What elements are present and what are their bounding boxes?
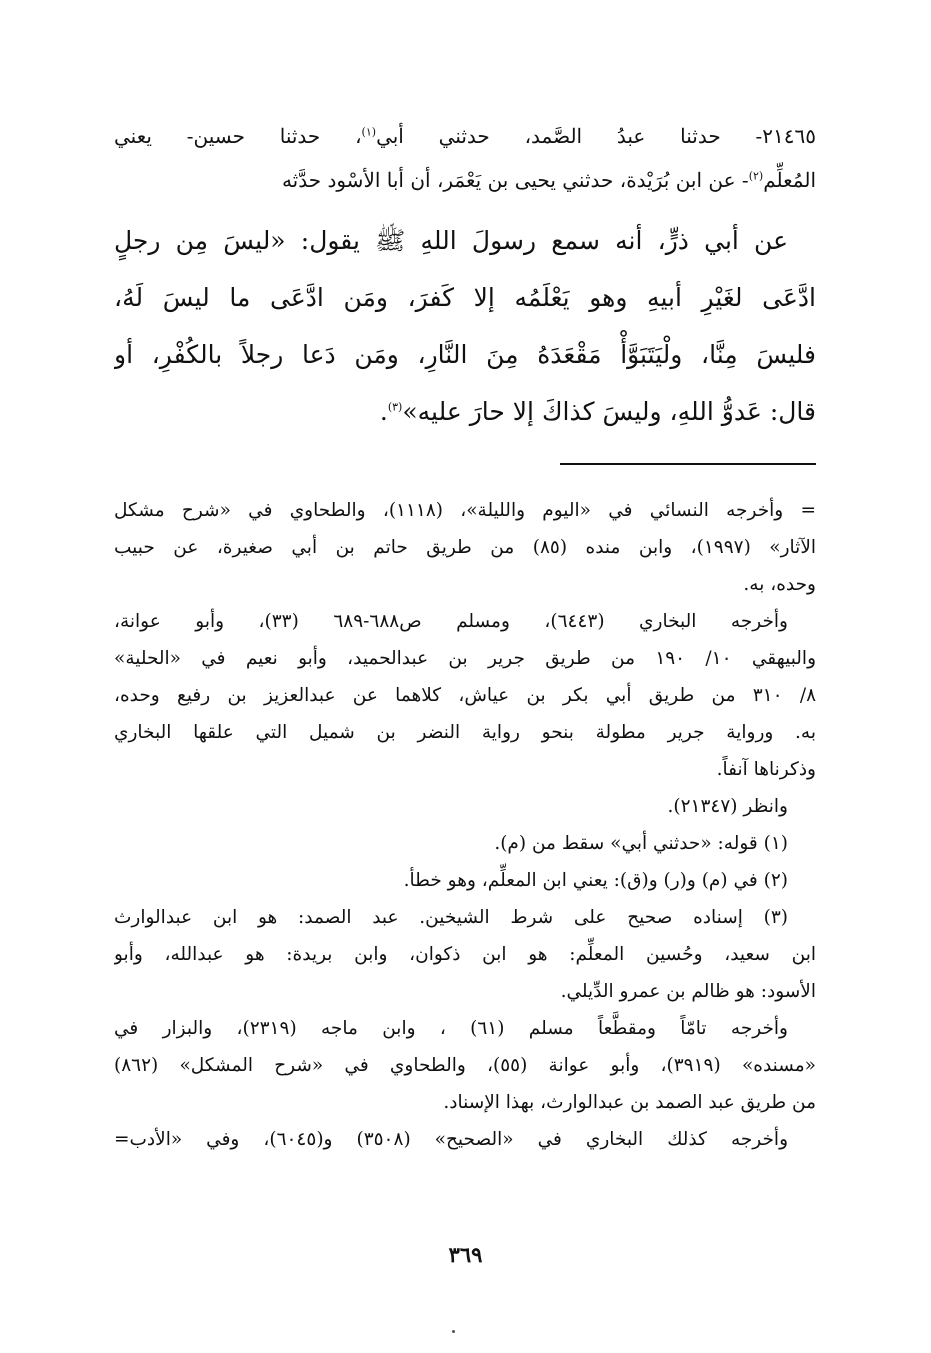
hadith-line: عن أبي ذرٍّ، أنه سمع رسولَ اللهِ ﷺ يقول: «ليسَ مِن رجلٍ <box>114 226 788 255</box>
footnote-3-line: الأسود: هو ظالم بن عمرو الدِّيلي. <box>560 981 816 1002</box>
page-number: ٣٦٩ <box>448 1242 483 1267</box>
footnote-2: (٢) في (م) و(ر) و(ق): يعني ابن المعلِّم، وهو خطأ. <box>403 870 788 891</box>
footnote-line: «مسنده» (٣٩١٩)، وأبو عوانة (٥٥)، والطحاوي في «شرح المشكل» (٨٦٢) <box>114 1055 816 1076</box>
footnote-line: وأخرجه البخاري (٦٤٤٣)، ومسلم ص٦٨٨-٦٨٩ (٣٣)، وأبو عوانة، <box>114 611 788 632</box>
footnote-ref: (١) <box>361 125 377 139</box>
chain-line: المُعلِّم$^{(٢)}$- عن ابن بُرَيْدة، حدثني يحيى بن يَعْمَر، أن أبا الأسْود حدَّثه <box>281 168 816 192</box>
footnote-line: وأخرجه كذلك البخاري في «الصحيح» (٣٥٠٨) و(٦٠٤٥)، وفي «الأدب= <box>114 1129 789 1150</box>
footnotes <box>114 492 816 1158</box>
footnote-line: وحده، به. <box>743 574 816 595</box>
footnote-line: والبيهقي ١٠/ ١٩٠ من طريق جرير بن عبدالحميد، وأبو نعيم في «الحلية» <box>114 648 816 669</box>
footnote-ref: (٢) <box>748 169 764 183</box>
footnote-line: وذكرناها آنفاً. <box>716 759 816 780</box>
chain-line: ٢١٤٦٥- حدثنا عبدُ الصَّمد، حدثني أبي$^{(١)}$، حدثنا حسين- يعني <box>114 124 816 148</box>
hadith-line: قال: عَدوُّ اللهِ، وليسَ كذاكَ إلا حارَ عليه»$^{(٣)}$. <box>379 397 816 426</box>
hadith-text <box>114 212 816 440</box>
footnote-line: به. ورواية جرير مطولة بنحو رواية النضر بن شميل التي علقها البخاري <box>114 722 816 743</box>
footnote-ref: (٣) <box>387 400 403 414</box>
hadith-chain <box>114 114 816 202</box>
hadith-line: ادَّعَى لغَيْرِ أبيهِ وهو يَعْلَمُه إلا كَفرَ، ومَن ادَّعَى ما ليسَ لَهُ، <box>114 283 816 312</box>
footnote-see-also: وانظر (٢١٣٤٧). <box>667 796 788 817</box>
footnote-line: وأخرجه تامّاً ومقطَّعاً مسلم (٦١) ، وابن ماجه (٢٣١٩)، والبزار في <box>114 1018 788 1039</box>
hadith-line: فليسَ مِنَّا، ولْيَتَبَوَّأْ مَقْعَدَهُ مِنَ النَّارِ، ومَن دَعا رجلاً بالكُفْرِ، أو <box>114 340 816 369</box>
footnote-separator <box>560 463 816 465</box>
scan-speck <box>452 1330 455 1333</box>
footnote-line: ٨/ ٣١٠ من طريق أبي بكر بن عياش، كلاهما عن عبدالعزيز بن رفيع وحده، <box>114 685 816 706</box>
footnote-3-line: ابن سعيد، وحُسين المعلِّم: هو ابن ذكوان، وابن بريدة: هو عبدالله، وأبو <box>114 944 816 965</box>
footnote-line: من طريق عبد الصمد بن عبدالوارث، بهذا الإسناد. <box>443 1092 816 1113</box>
footnote-line: الآثار» (١٩٩٧)، وابن منده (٨٥) من طريق حاتم بن أبي صغيرة، عن حبيب <box>114 537 816 558</box>
footnote-3-line: (٣) إسناده صحيح على شرط الشيخين. عبد الصمد: هو ابن عبدالوارث <box>114 907 788 928</box>
footnote-line: = وأخرجه النسائي في «اليوم والليلة»، (١١١٨)، والطحاوي في «شرح مشكل <box>114 500 816 521</box>
footnote-1: (١) قوله: «حدثني أبي» سقط من (م). <box>494 833 788 854</box>
